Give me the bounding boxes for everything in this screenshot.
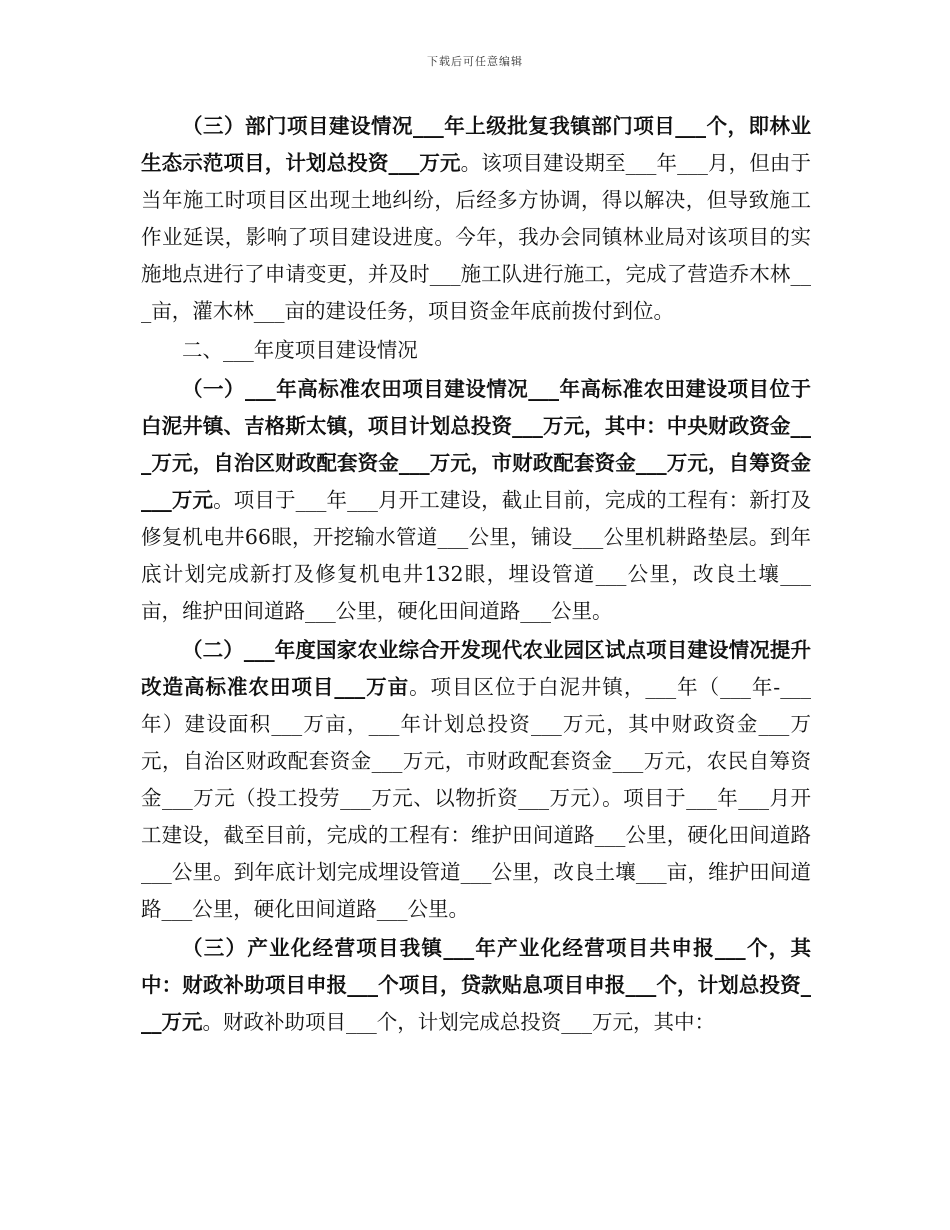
paragraph-text: 。该项目建设期至___年___月，但由于当年施工时项目区出现土地纠纷，后经多方协调，得以解决，但导致施工作业延误，影响了项目建设进度。今年，我办会同镇林业局对该项目的实施地点进行了申请变更，并及时___施工队进行施工，完成了营造乔木林___亩，灌木林___亩的建设任务，项目资金年底前拨付到位。 [141,151,811,323]
paragraph-text: 二、___年度项目建设情况 [182,338,418,362]
paragraph-bold-lead: （一）___年高标准农田项目建设情况___年高标准农田建设项目位于白泥井镇、吉格斯太镇，项目计划总投资___万元，其中：中央财政资金___万元，自治区财政配套资金___万元，市财政配套资金___万元，自筹资金___万元 [141,377,811,512]
document-body [141,108,811,1043]
paragraph-agri-park-projects [141,632,811,928]
paragraph-bold-lead: （三）部门项目建设情况___年上级批复我镇部门项目___个，即林业生态示范项目，计划总投资___万元 [141,114,811,175]
paragraph-text: 。项目于___年___月开工建设，截止目前，完成的工程有：新打及修复机电井66眼，开挖输水管道___公里，铺设___公里机耕路垫层。到年底计划完成新打及修复机电井132眼，埋设管道___公里，改良土壤___亩，维护田间道路___公里，硬化田间道路___公里。 [141,488,811,623]
page-header: 下载后可任意编辑 [427,55,523,68]
paragraph-dept-projects [141,108,811,330]
paragraph-text: 。项目区位于白泥井镇，___年（___年-___年）建设面积___万亩，___年计划总投资___万元，其中财政资金___万元，自治区财政配套资金___万元，市财政配套资金___万元，农民自筹资金___万元（投工投劳___万元、以物折资___万元）。项目于___年___月开工建设，截至目前，完成的工程有：维护田间道路___公里，硬化田间道路___公里。到年底计划完成埋设管道___公里，改良土壤___亩，维护田间道路___公里，硬化田间道路___公里。 [141,675,811,921]
paragraph-bold-lead: （三）产业化经营项目我镇___年产业化经营项目共申报___个，其中：财政补助项目申报___个项目，贷款贴息项目申报___个，计划总投资___万元 [141,936,811,1034]
paragraph-text: 。财政补助项目___个，计划完成总投资___万元，其中： [202,1010,715,1034]
paragraph-farmland-projects [141,371,811,630]
paragraph-bold-lead: （二）___年度国家农业综合开发现代农业园区试点项目建设情况提升改造高标准农田项目___万亩 [141,638,811,699]
paragraph-industrial-projects [141,930,811,1041]
section-heading-annual-projects [141,332,811,369]
